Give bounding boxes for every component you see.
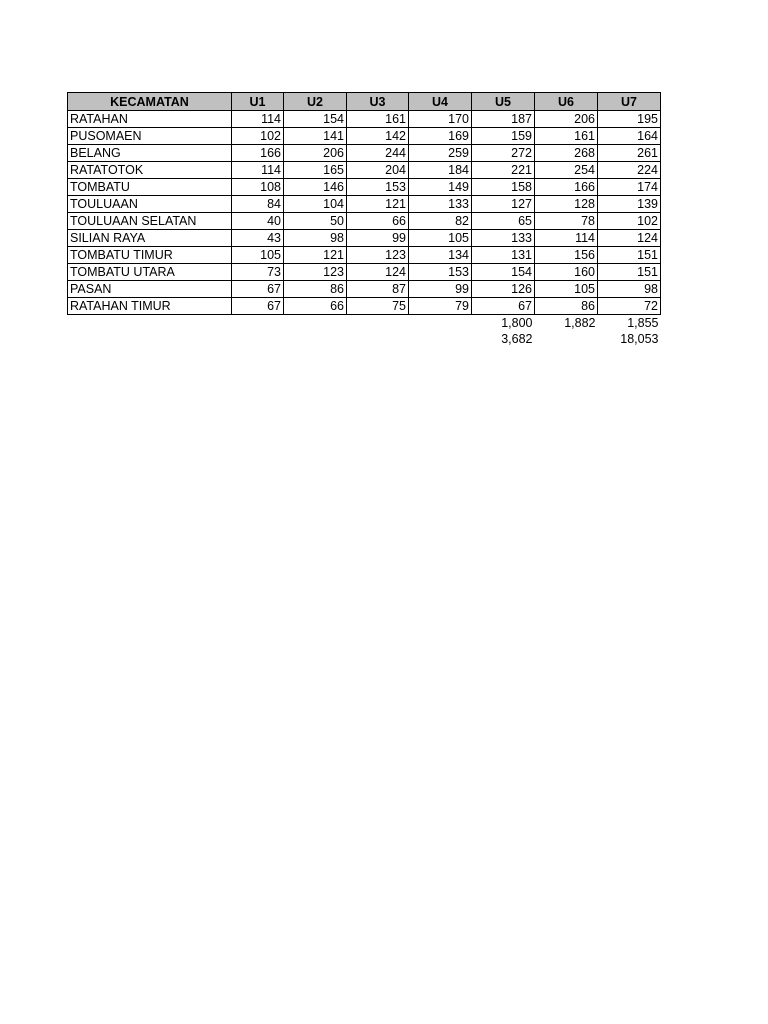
value-cell-u4[interactable]: 134 bbox=[409, 247, 472, 264]
value-cell-u6[interactable]: 166 bbox=[535, 179, 598, 196]
value-cell-u7[interactable]: 151 bbox=[598, 264, 661, 281]
value-cell-u7[interactable]: 261 bbox=[598, 145, 661, 162]
value-cell-u7[interactable]: 174 bbox=[598, 179, 661, 196]
value-cell-u4[interactable]: 133 bbox=[409, 196, 472, 213]
header-u6[interactable]: U6 bbox=[535, 93, 598, 111]
total-u7[interactable]: 1,855 bbox=[627, 316, 659, 330]
table-row bbox=[68, 162, 661, 179]
total-u5[interactable]: 1,800 bbox=[501, 316, 533, 330]
value-cell-u3[interactable]: 153 bbox=[347, 179, 409, 196]
value-cell-u1[interactable]: 108 bbox=[232, 179, 284, 196]
value-cell-u6[interactable]: 128 bbox=[535, 196, 598, 213]
totals-row bbox=[68, 315, 661, 332]
value-cell-u2[interactable]: 86 bbox=[284, 281, 347, 298]
value-cell-u5[interactable]: 131 bbox=[472, 247, 535, 264]
data-table bbox=[67, 92, 661, 347]
value-cell-u5[interactable]: 158 bbox=[472, 179, 535, 196]
value-cell-u3[interactable]: 66 bbox=[347, 213, 409, 230]
value-cell-u3[interactable]: 123 bbox=[347, 247, 409, 264]
value-cell-u1[interactable]: 166 bbox=[232, 145, 284, 162]
kecamatan-cell[interactable]: PUSOMAEN bbox=[68, 128, 232, 145]
value-cell-u3[interactable]: 87 bbox=[347, 281, 409, 298]
value-cell-u6[interactable]: 86 bbox=[535, 298, 598, 315]
value-cell-u4[interactable]: 82 bbox=[409, 213, 472, 230]
value-cell-u1[interactable]: 43 bbox=[232, 230, 284, 247]
value-cell-u6[interactable]: 78 bbox=[535, 213, 598, 230]
kecamatan-cell[interactable]: SILIAN RAYA bbox=[68, 230, 232, 247]
header-kecamatan[interactable]: KECAMATAN bbox=[68, 93, 232, 111]
header-u5[interactable]: U5 bbox=[472, 93, 535, 111]
table-row bbox=[68, 196, 661, 213]
value-cell-u4[interactable]: 149 bbox=[409, 179, 472, 196]
value-cell-u7[interactable]: 124 bbox=[598, 230, 661, 247]
value-cell-u6[interactable]: 156 bbox=[535, 247, 598, 264]
table-body bbox=[68, 111, 661, 315]
table-row bbox=[68, 230, 661, 247]
value-cell-u1[interactable]: 84 bbox=[232, 196, 284, 213]
totals-cell-empty[interactable] bbox=[232, 315, 284, 332]
value-cell-u4[interactable]: 79 bbox=[409, 298, 472, 315]
grand-totals-row bbox=[68, 331, 661, 347]
kecamatan-cell[interactable]: TOMBATU TIMUR bbox=[68, 247, 232, 264]
value-cell-u5[interactable]: 127 bbox=[472, 196, 535, 213]
value-cell-u3[interactable]: 142 bbox=[347, 128, 409, 145]
spreadsheet-sheet bbox=[67, 92, 661, 347]
value-cell-u6[interactable]: 268 bbox=[535, 145, 598, 162]
kecamatan-cell[interactable]: BELANG bbox=[68, 145, 232, 162]
value-cell-u5[interactable]: 187 bbox=[472, 111, 535, 128]
table-row bbox=[68, 281, 661, 298]
value-cell-u1[interactable]: 105 bbox=[232, 247, 284, 264]
value-cell-u4[interactable]: 153 bbox=[409, 264, 472, 281]
totals-cell-empty[interactable] bbox=[232, 331, 284, 347]
kecamatan-cell[interactable]: PASAN bbox=[68, 281, 232, 298]
value-cell-u1[interactable]: 102 bbox=[232, 128, 284, 145]
value-cell-u5[interactable]: 65 bbox=[472, 213, 535, 230]
value-cell-u1[interactable]: 114 bbox=[232, 111, 284, 128]
value-cell-u3[interactable]: 99 bbox=[347, 230, 409, 247]
value-cell-u7[interactable]: 151 bbox=[598, 247, 661, 264]
header-u3[interactable]: U3 bbox=[347, 93, 409, 111]
value-cell-u2[interactable]: 66 bbox=[284, 298, 347, 315]
value-cell-u5[interactable]: 67 bbox=[472, 298, 535, 315]
value-cell-u2[interactable]: 50 bbox=[284, 213, 347, 230]
totals-cell-empty[interactable] bbox=[284, 315, 347, 332]
totals-cell-empty[interactable] bbox=[535, 331, 598, 347]
kecamatan-cell[interactable]: RATAHAN bbox=[68, 111, 232, 128]
value-cell-u5[interactable]: 159 bbox=[472, 128, 535, 145]
header-u1[interactable]: U1 bbox=[232, 93, 284, 111]
subtotal-u5-u6[interactable]: 3,682 bbox=[501, 332, 533, 346]
value-cell-u5[interactable]: 154 bbox=[472, 264, 535, 281]
value-cell-u7[interactable]: 98 bbox=[598, 281, 661, 298]
total-u6[interactable]: 1,882 bbox=[564, 316, 596, 330]
value-cell-u1[interactable]: 114 bbox=[232, 162, 284, 179]
value-cell-u4[interactable]: 99 bbox=[409, 281, 472, 298]
value-cell-u6[interactable]: 206 bbox=[535, 111, 598, 128]
value-cell-u7[interactable]: 102 bbox=[598, 213, 661, 230]
table-row bbox=[68, 213, 661, 230]
value-cell-u5[interactable]: 221 bbox=[472, 162, 535, 179]
value-cell-u6[interactable]: 105 bbox=[535, 281, 598, 298]
value-cell-u5[interactable]: 272 bbox=[472, 145, 535, 162]
value-cell-u1[interactable]: 40 bbox=[232, 213, 284, 230]
header-row bbox=[68, 93, 661, 111]
value-cell-u4[interactable]: 184 bbox=[409, 162, 472, 179]
value-cell-u3[interactable]: 204 bbox=[347, 162, 409, 179]
table-row bbox=[68, 179, 661, 196]
value-cell-u7[interactable]: 72 bbox=[598, 298, 661, 315]
value-cell-u4[interactable]: 259 bbox=[409, 145, 472, 162]
header-u4[interactable]: U4 bbox=[409, 93, 472, 111]
totals-cell-empty[interactable] bbox=[409, 331, 472, 347]
table-row bbox=[68, 111, 661, 128]
table-row bbox=[68, 145, 661, 162]
table-row bbox=[68, 128, 661, 145]
totals-cell-empty[interactable] bbox=[284, 331, 347, 347]
totals-cell-empty[interactable] bbox=[68, 315, 232, 332]
value-cell-u3[interactable]: 161 bbox=[347, 111, 409, 128]
value-cell-u4[interactable]: 105 bbox=[409, 230, 472, 247]
value-cell-u2[interactable]: 146 bbox=[284, 179, 347, 196]
header-u2[interactable]: U2 bbox=[284, 93, 347, 111]
value-cell-u3[interactable]: 124 bbox=[347, 264, 409, 281]
table-row bbox=[68, 298, 661, 315]
value-cell-u2[interactable]: 98 bbox=[284, 230, 347, 247]
value-cell-u6[interactable]: 161 bbox=[535, 128, 598, 145]
value-cell-u1[interactable]: 67 bbox=[232, 298, 284, 315]
kecamatan-cell[interactable]: RATATOTOK bbox=[68, 162, 232, 179]
table-row bbox=[68, 247, 661, 264]
value-cell-u1[interactable]: 67 bbox=[232, 281, 284, 298]
value-cell-u5[interactable]: 126 bbox=[472, 281, 535, 298]
value-cell-u6[interactable]: 160 bbox=[535, 264, 598, 281]
value-cell-u7[interactable]: 139 bbox=[598, 196, 661, 213]
value-cell-u6[interactable]: 254 bbox=[535, 162, 598, 179]
value-cell-u2[interactable]: 165 bbox=[284, 162, 347, 179]
value-cell-u4[interactable]: 169 bbox=[409, 128, 472, 145]
value-cell-u2[interactable]: 206 bbox=[284, 145, 347, 162]
value-cell-u3[interactable]: 121 bbox=[347, 196, 409, 213]
value-cell-u2[interactable]: 141 bbox=[284, 128, 347, 145]
kecamatan-cell[interactable]: TOULUAAN SELATAN bbox=[68, 213, 232, 230]
value-cell-u7[interactable]: 164 bbox=[598, 128, 661, 145]
totals-cell-empty[interactable] bbox=[347, 331, 409, 347]
totals-cell-empty[interactable] bbox=[409, 315, 472, 332]
kecamatan-cell[interactable]: TOULUAAN bbox=[68, 196, 232, 213]
kecamatan-cell[interactable]: RATAHAN TIMUR bbox=[68, 298, 232, 315]
value-cell-u2[interactable]: 154 bbox=[284, 111, 347, 128]
value-cell-u6[interactable]: 114 bbox=[535, 230, 598, 247]
value-cell-u7[interactable]: 195 bbox=[598, 111, 661, 128]
value-cell-u3[interactable]: 75 bbox=[347, 298, 409, 315]
value-cell-u5[interactable]: 133 bbox=[472, 230, 535, 247]
value-cell-u2[interactable]: 104 bbox=[284, 196, 347, 213]
kecamatan-cell[interactable]: TOMBATU bbox=[68, 179, 232, 196]
value-cell-u1[interactable]: 73 bbox=[232, 264, 284, 281]
value-cell-u4[interactable]: 170 bbox=[409, 111, 472, 128]
grand-total[interactable]: 18,053 bbox=[620, 332, 659, 346]
table-row bbox=[68, 264, 661, 281]
value-cell-u2[interactable]: 123 bbox=[284, 264, 347, 281]
value-cell-u7[interactable]: 224 bbox=[598, 162, 661, 179]
value-cell-u2[interactable]: 121 bbox=[284, 247, 347, 264]
header-u7[interactable]: U7 bbox=[598, 93, 661, 111]
value-cell-u3[interactable]: 244 bbox=[347, 145, 409, 162]
totals-cell-empty[interactable] bbox=[347, 315, 409, 332]
totals-cell-empty[interactable] bbox=[68, 331, 232, 347]
kecamatan-cell[interactable]: TOMBATU UTARA bbox=[68, 264, 232, 281]
